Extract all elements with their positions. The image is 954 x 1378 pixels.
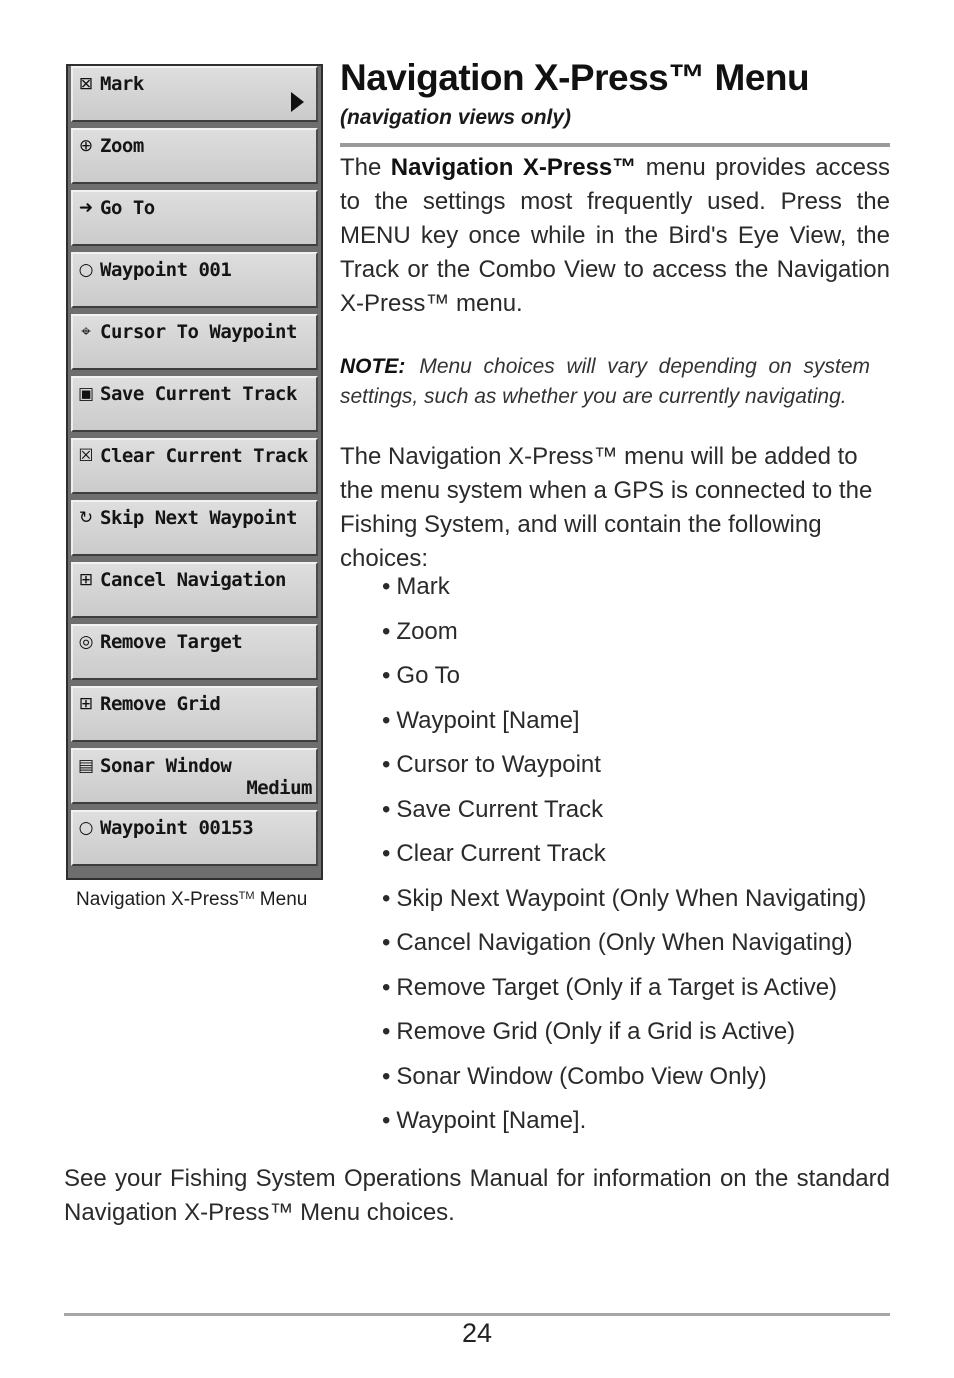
submenu-arrow-icon (291, 92, 304, 112)
menu-item-value: Medium (246, 777, 312, 799)
see-manual-paragraph: See your Fishing System Operations Manual for information on the standard Navigation X-Press™ Menu choices. (64, 1165, 890, 1226)
list-item: • Sonar Window (Combo View Only) (382, 1055, 866, 1100)
intro-paragraph: The Navigation X-Press™ menu provides access to the settings most frequently used. Press the MENU key once while in the Bird's Eye View, the Track or the Combo View to access the Navigation X-Press™ menu. (340, 154, 890, 317)
menu-item (71, 66, 318, 122)
title-divider (340, 143, 890, 147)
list-item: • Save Current Track (382, 788, 866, 833)
menu-item (71, 624, 318, 680)
list-item: • Go To (382, 654, 866, 699)
list-item: • Remove Target (Only if a Target is Active) (382, 966, 866, 1011)
menu-item-label: Remove Grid (100, 693, 221, 715)
page-title: Navigation X-Press™ Menu (340, 57, 810, 98)
list-item: • Waypoint [Name] (382, 699, 866, 744)
menu-item (71, 810, 318, 866)
menu-item (71, 376, 318, 432)
menu-item (71, 190, 318, 246)
page-number: 24 (461, 1318, 493, 1348)
menu-choices-list (382, 565, 866, 1144)
menu-description-paragraph: The Navigation X-Press™ menu will be added to the menu system when a GPS is connected to the Fishing System, and will contain the following choices: (340, 443, 873, 572)
list-item: • Zoom (382, 610, 866, 655)
footer-divider (64, 1313, 890, 1316)
menu-item (71, 686, 318, 742)
menu-item-label: Sonar Window (100, 755, 232, 777)
menu-item (71, 252, 318, 308)
list-item: • Mark (382, 565, 866, 610)
note-label: NOTE: (340, 355, 406, 378)
menu-item-label: Waypoint 00153 (100, 817, 254, 839)
waypoint-icon: ○ (78, 260, 94, 280)
page-subtitle: (navigation views only) (340, 106, 572, 129)
menu-item (71, 500, 318, 556)
menu-item-label: Cancel Navigation (100, 569, 286, 591)
go-to-arrow-icon: ➜ (78, 198, 94, 218)
note-paragraph: NOTE: Menu choices will vary depending on system settings, such as whether you are currently navigating. (340, 355, 870, 408)
list-item: • Clear Current Track (382, 832, 866, 877)
list-item: • Remove Grid (Only if a Grid is Active) (382, 1010, 866, 1055)
list-item: • Skip Next Waypoint (Only When Navigating) (382, 877, 866, 922)
mark-icon: ⊠ (78, 74, 94, 94)
menu-item (71, 438, 318, 494)
remove-target-icon: ◎ (78, 632, 94, 652)
sonar-window-icon: ▤ (77, 756, 95, 776)
menu-item-label: Waypoint 001 (100, 259, 232, 281)
menu-item-label: Mark (100, 73, 144, 95)
clear-track-icon: ☒ (78, 446, 94, 466)
zoom-icon: ⊕ (78, 136, 94, 156)
menu-item (71, 314, 318, 370)
menu-item-label: Clear Current Track (100, 445, 308, 467)
menu-item-label: Go To (100, 197, 155, 219)
menu-item-label: Remove Target (100, 631, 243, 653)
menu-item-label: Skip Next Waypoint (100, 507, 297, 529)
menu-item-label: Zoom (100, 135, 144, 157)
menu-item-label: Save Current Track (100, 383, 297, 405)
cancel-navigation-icon: ⊞ (78, 570, 94, 590)
waypoint-icon: ○ (78, 818, 94, 838)
cursor-crosshair-icon: ⌖ (81, 322, 91, 342)
menu-item (71, 748, 318, 804)
menu-item (71, 128, 318, 184)
remove-grid-icon: ⊞ (78, 694, 94, 714)
skip-waypoint-icon: ↻ (78, 508, 94, 528)
save-track-icon: ▣ (77, 384, 95, 404)
navigation-x-press-menu-screenshot (66, 64, 323, 880)
figure-caption: Navigation X-Press™ Menu (76, 889, 308, 910)
list-item: • Cursor to Waypoint (382, 743, 866, 788)
list-item: • Waypoint [Name]. (382, 1099, 866, 1144)
list-item: • Cancel Navigation (Only When Navigating) (382, 921, 866, 966)
menu-item-label: Cursor To Waypoint (100, 321, 297, 343)
menu-item (71, 562, 318, 618)
